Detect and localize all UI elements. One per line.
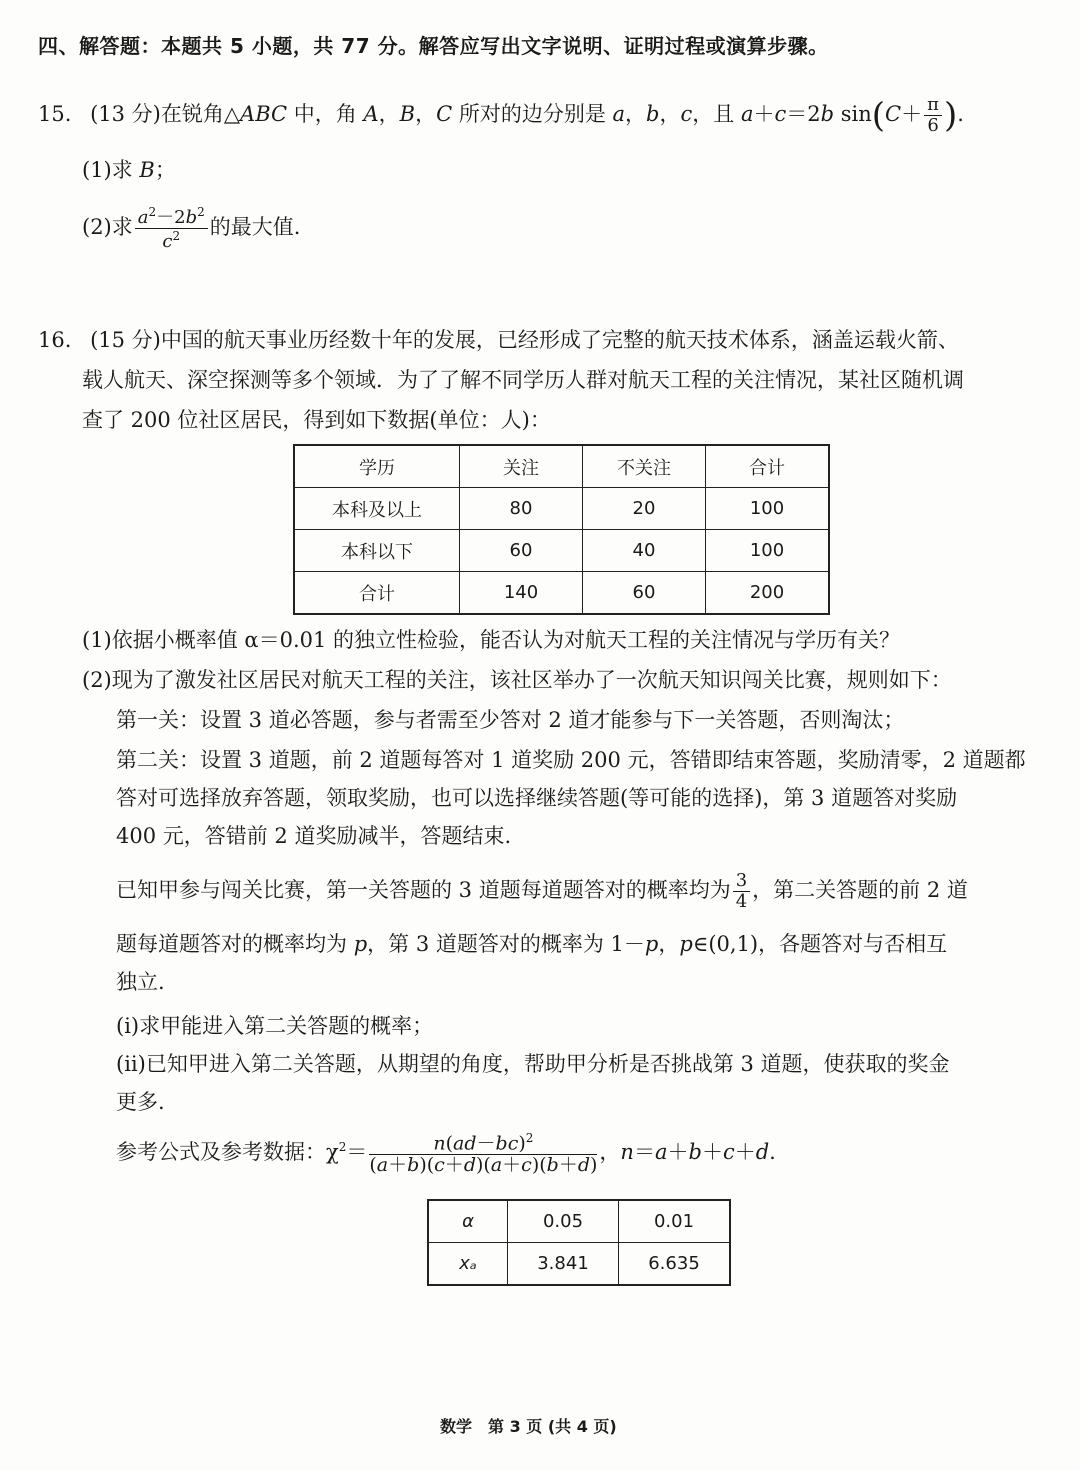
table-cell: α bbox=[428, 1200, 508, 1243]
formula-label: 参考公式及参考数据：$\chi^2=$ bbox=[116, 1140, 368, 1165]
q16-known-line2: 题每道题答对的概率均为 p，第 3 道题答对的概率为 1－p，p∈(0,1)，各题答对与否相互 bbox=[116, 932, 948, 956]
table-cell: 40 bbox=[583, 530, 706, 572]
table-cell: 0.05 bbox=[508, 1200, 619, 1243]
table-cell: 140 bbox=[460, 572, 583, 615]
table-cell: 20 bbox=[583, 488, 706, 530]
table-cell: 3.841 bbox=[508, 1243, 619, 1286]
page-footer: 数学 第 3 页 (共 4 页) bbox=[440, 1417, 617, 1436]
table-header-cell: 学历 bbox=[294, 445, 460, 488]
q16-sub-ii-line1: (ⅱ)已知甲进入第二关答题，从期望的角度，帮助甲分析是否挑战第 3 道题，使获取的奖金 bbox=[116, 1052, 950, 1076]
section-header: 四、解答题：本题共 5 小题，共 77 分。解答应写出文字说明、证明过程或演算步骤。 bbox=[38, 34, 829, 58]
q16-intro-line2: 载人航天、深空探测等多个领域．为了了解不同学历人群对航天工程的关注情况，某社区随机调 bbox=[82, 368, 964, 392]
table-cell: 80 bbox=[460, 488, 583, 530]
q16-number: 16. bbox=[38, 328, 72, 352]
table-cell: 本科及以上 bbox=[294, 488, 460, 530]
table-row bbox=[428, 1243, 730, 1286]
q15-stem bbox=[38, 96, 964, 135]
q16-known-line3: 独立. bbox=[116, 970, 165, 994]
table-cell: 100 bbox=[706, 488, 830, 530]
q15-points: (13 分) bbox=[90, 102, 161, 126]
q16-intro-line3: 查了 200 位社区居民，得到如下数据(单位：人)： bbox=[82, 408, 551, 432]
reference-table bbox=[427, 1199, 731, 1286]
q15-stem-text: 在锐角△ABC 中，角 A，B，C 所对的边分别是 a，b，c，且 a＋c＝2b sin(C＋ $\frac{\pi}{6}$ ). bbox=[160, 94, 964, 136]
table-cell: 本科以下 bbox=[294, 530, 460, 572]
q15-part2: (2)求 $\frac{a^2-2b^2}{c^2}$ 的最大值. bbox=[82, 205, 301, 252]
q15-number: 15. bbox=[38, 102, 72, 126]
table-row bbox=[294, 530, 829, 572]
q16-rule2-line1: 第二关：设置 3 道题，前 2 道题每答对 1 道奖励 200 元，答错即结束答题，奖励清零，2 道题都 bbox=[116, 748, 1026, 772]
table-cell: 60 bbox=[460, 530, 583, 572]
table-row bbox=[294, 488, 829, 530]
q16-part2: (2)现为了激发社区居民对航天工程的关注，该社区举办了一次航天知识闯关比赛，规则如下： bbox=[82, 668, 952, 692]
table-row bbox=[294, 572, 829, 615]
q16-sub-i: (ⅰ)求甲能进入第二关答题的概率； bbox=[116, 1014, 434, 1038]
table-row bbox=[428, 1200, 730, 1243]
q16-part1: (1)依据小概率值 α＝0.01 的独立性检验，能否认为对航天工程的关注情况与学历有关？ bbox=[82, 628, 901, 652]
q16-rule2-line3: 400 元，答错前 2 道奖励减半，答题结束. bbox=[116, 824, 512, 848]
q16-points: (15 分) bbox=[90, 328, 161, 352]
q16-formula bbox=[116, 1132, 776, 1175]
q16-sub-ii-line2: 更多. bbox=[116, 1090, 165, 1114]
table-cell: 6.635 bbox=[619, 1243, 731, 1286]
table-header-row bbox=[294, 445, 829, 488]
chi-square-fraction: $\frac{n(ad-bc)^2}{(a+b)(c+d)(a+c)(b+d)}$ bbox=[369, 1131, 598, 1177]
table-cell: 100 bbox=[706, 530, 830, 572]
q16-known-line1: 已知甲参与闯关比赛，第一关答题的 3 道题每道题答对的概率均为 $\frac{3}{4}$ ，第二关答题的前 2 道 bbox=[116, 870, 968, 912]
table-header-cell: 不关注 bbox=[583, 445, 706, 488]
table-cell: 0.01 bbox=[619, 1200, 731, 1243]
table-cell: 60 bbox=[583, 572, 706, 615]
q16-intro-text1: 中国的航天事业历经数十年的发展，已经形成了完整的航天技术体系，涵盖运载火箭、 bbox=[160, 328, 959, 352]
q15-part1: (1)求 B； bbox=[82, 158, 176, 182]
contingency-table bbox=[293, 444, 830, 615]
q16-rule2-line2: 答对可选择放弃答题，领取奖励，也可以选择继续答题(等可能的选择)，第 3 道题答对奖励 bbox=[116, 786, 958, 810]
table-header-cell: 合计 bbox=[706, 445, 830, 488]
table-cell: xₐ bbox=[428, 1243, 508, 1286]
table-cell: 200 bbox=[706, 572, 830, 615]
q16-rule1: 第一关：设置 3 道必答题，参与者需至少答对 2 道才能参与下一关答题，否则淘汰； bbox=[116, 708, 905, 732]
q16-intro-line1 bbox=[38, 330, 959, 351]
table-header-cell: 关注 bbox=[460, 445, 583, 488]
formula-tail: ，n＝a＋b＋c＋d. bbox=[599, 1140, 776, 1165]
table-cell: 合计 bbox=[294, 572, 460, 615]
